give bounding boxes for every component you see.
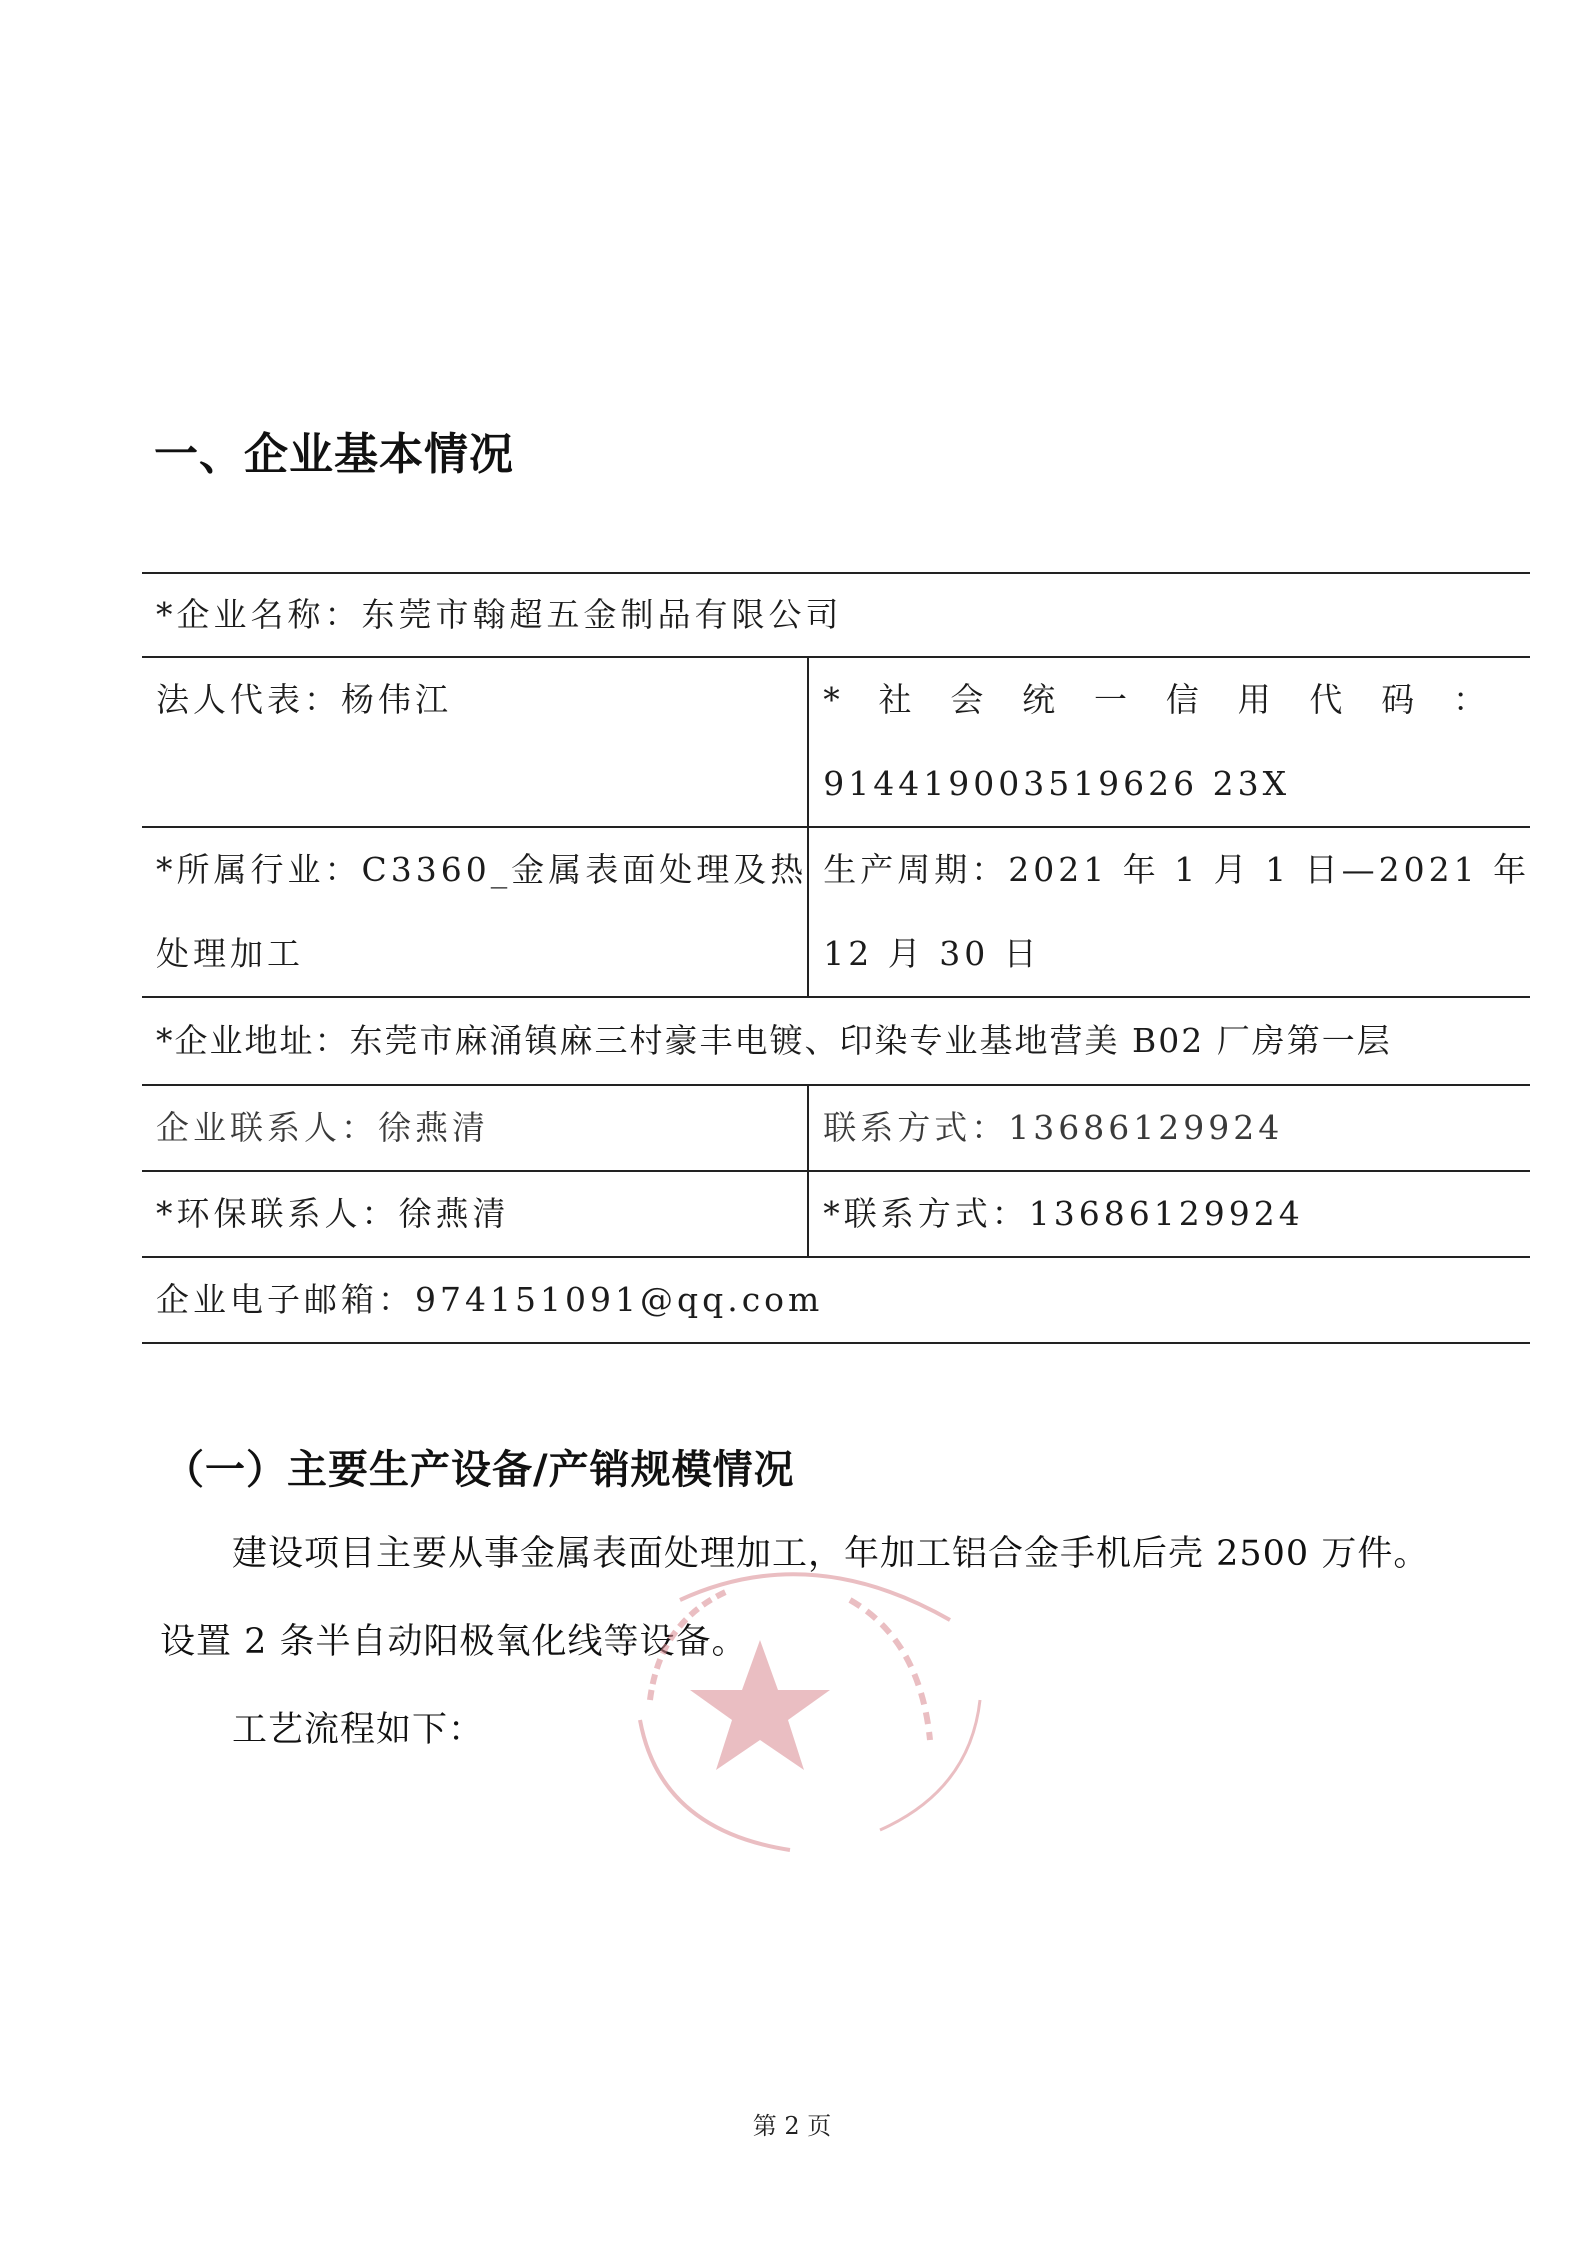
legal-rep-cell: 法人代表：杨伟江 <box>142 657 808 827</box>
industry-cell <box>142 827 808 997</box>
credit-code-label: * 社 会 统 一 信 用 代 码 ： <box>823 680 1491 719</box>
env-contact-cell: *环保联系人：徐燕清 <box>142 1171 808 1257</box>
company-name-cell: *企业名称：东莞市翰超五金制品有限公司 <box>142 573 1530 657</box>
period-line2: 12 月 30 日 <box>823 934 1041 973</box>
contact-phone-cell: 联系方式：13686129924 <box>808 1085 1530 1171</box>
section-heading: 一、企业基本情况 <box>154 429 514 480</box>
page-number: 第 2 页 <box>752 2112 832 2140</box>
industry-line1: *所属行业：C3360_金属表面处理及热 <box>156 850 808 889</box>
credit-code-cell <box>808 657 1530 827</box>
contact-person-cell: 企业联系人：徐燕清 <box>142 1085 808 1171</box>
project-description: 建设项目主要从事金属表面处理加工，年加工铝合金手机后壳 2500 万件。设置 2 条半自动阳极氧化线等设备。 <box>160 1534 1430 1662</box>
process-intro: 工艺流程如下： <box>232 1710 485 1750</box>
table-row <box>142 1171 1530 1257</box>
period-line1: 生产周期：2021 年 1 月 1 日—2021 年 <box>823 850 1531 889</box>
industry-line2: 处理加工 <box>156 934 304 973</box>
table-row <box>142 657 1530 827</box>
production-period-cell <box>808 827 1530 997</box>
table-row <box>142 1257 1530 1343</box>
company-info-table <box>142 572 1530 1344</box>
subsection-heading: （一）主要生产设备/产销规模情况 <box>164 1447 795 1493</box>
env-phone-cell: *联系方式：13686129924 <box>808 1171 1530 1257</box>
table-row <box>142 573 1530 657</box>
table-row <box>142 997 1530 1085</box>
credit-code-value: 914419003519626 23X <box>823 764 1291 803</box>
table-row <box>142 1085 1530 1171</box>
red-seal-stamp-icon <box>620 1560 1000 1860</box>
address-cell: *企业地址：东莞市麻涌镇麻三村豪丰电镀、印染专业基地营美 B02 厂房第一层 <box>142 997 1530 1085</box>
email-cell: 企业电子邮箱：974151091@qq.com <box>142 1257 1530 1343</box>
table-row <box>142 827 1530 997</box>
